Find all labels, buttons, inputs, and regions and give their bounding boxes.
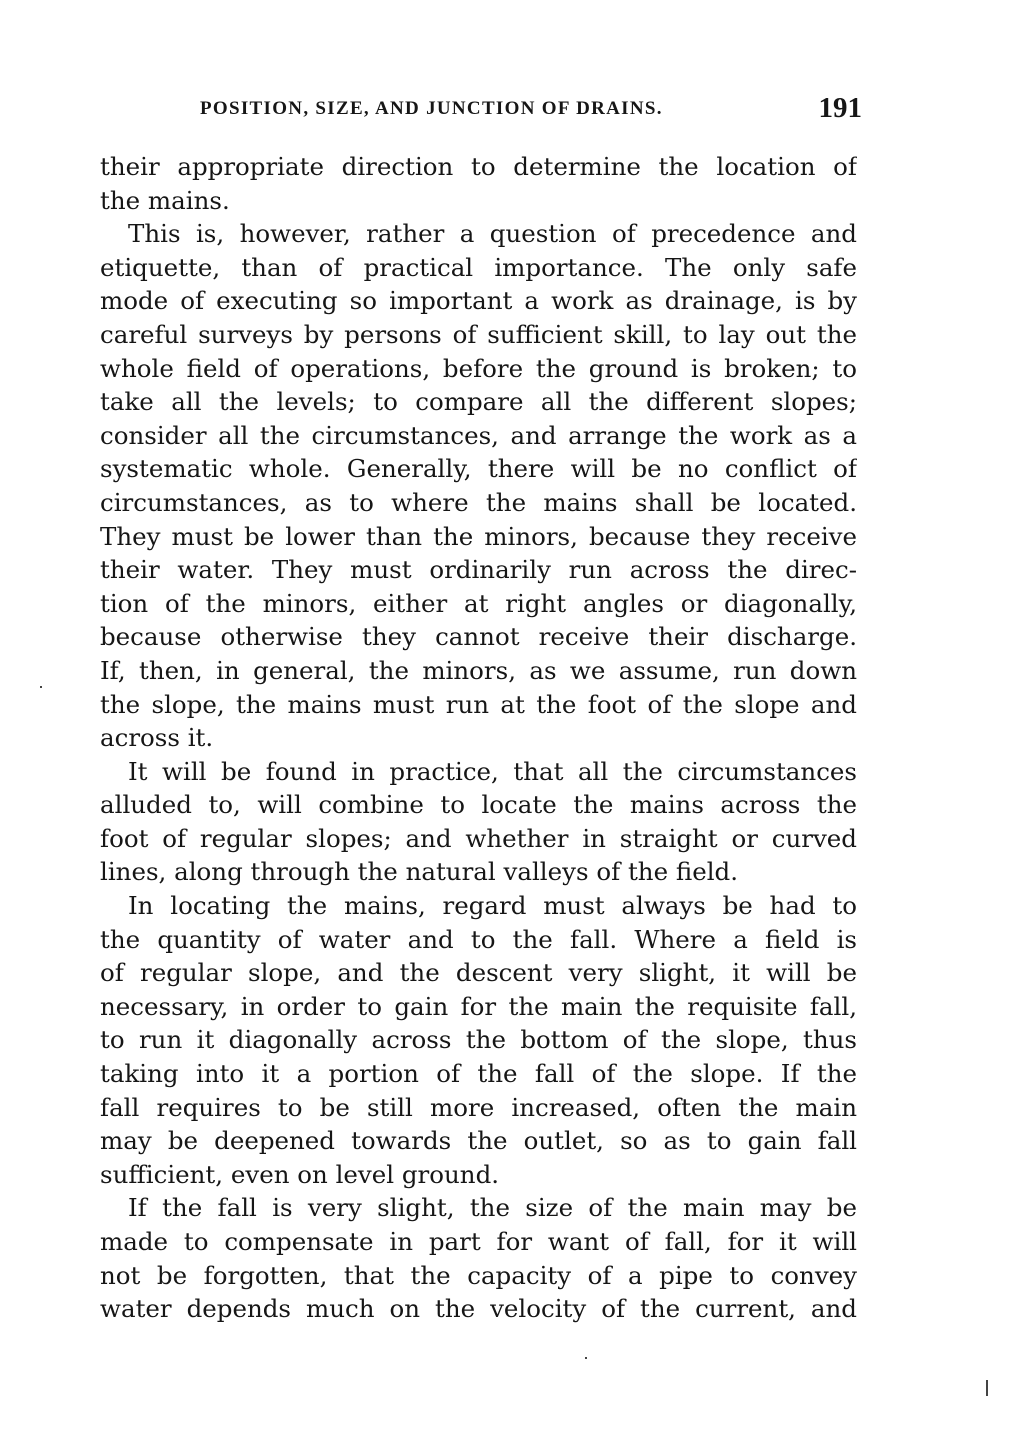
text-line: fall requires to be still more increased, often the main <box>100 1092 857 1122</box>
text-line: taking into it a portion of the fall of the slope. If the <box>100 1059 857 1089</box>
paragraph-start-line: In locating the mains, regard must always be had to <box>128 891 857 921</box>
text-line: the quantity of water and to the fall. Where a field is <box>100 924 857 954</box>
paragraph-start-line: It will be found in practice, that all the circumstances <box>128 756 857 786</box>
text-line: foot of regular slopes; and whether in straight or curved <box>100 823 857 853</box>
text-line: their appropriate direction to determine the location of <box>100 152 857 181</box>
text-line: across it. <box>100 723 214 753</box>
text-line: sufficient, even on level ground. <box>100 1159 500 1189</box>
text-line: water depends much on the velocity of the current, and <box>100 1294 857 1324</box>
text-line: necessary, in order to gain for the main the requisite fall, <box>100 991 857 1021</box>
text-line: mode of executing so important a work as drainage, is by <box>100 286 857 316</box>
running-head <box>100 92 862 128</box>
text-line: circumstances, as to where the mains shall be located. <box>100 487 857 517</box>
text-line: whole field of operations, before the ground is broken; to <box>100 353 857 383</box>
text-line: systematic whole. Generally, there will be no conflict of <box>100 454 857 484</box>
page-number: 191 <box>818 92 862 124</box>
body-text <box>100 150 857 1326</box>
paragraph-start-line: This is, however, rather a question of precedence and <box>128 219 857 249</box>
text-line: to run it diagonally across the bottom of the slope, thus <box>100 1025 857 1055</box>
paragraph-start-line: If the fall is very slight, the size of the main may be <box>128 1193 857 1223</box>
text-line: alluded to, will combine to locate the mains across the <box>100 790 857 820</box>
scan-speck <box>986 1380 988 1396</box>
text-line: lines, along through the natural valleys of the field. <box>100 857 739 887</box>
text-line: because otherwise they cannot receive their discharge. <box>100 622 857 652</box>
text-line: their water. They must ordinarily run across the direc- <box>100 555 857 585</box>
scan-speck <box>585 1357 587 1359</box>
text-line: They must be lower than the minors, because they receive <box>100 521 857 551</box>
text-line: the mains. <box>100 185 230 215</box>
text-line: the slope, the mains must run at the foot of the slope and <box>100 689 857 719</box>
text-line: made to compensate in part for want of fall, for it will <box>100 1227 857 1256</box>
text-line: tion of the minors, either at right angles or diagonally, <box>100 588 857 618</box>
text-line: may be deepened towards the outlet, so as to gain fall <box>100 1126 857 1156</box>
text-line: careful surveys by persons of sufficient skill, to lay out the <box>100 319 857 349</box>
scan-speck <box>40 686 42 688</box>
text-line: etiquette, than of practical importance. The only safe <box>100 252 857 282</box>
text-line: take all the levels; to compare all the different slopes; <box>100 387 857 417</box>
running-title: POSITION, SIZE, AND JUNCTION OF DRAINS. <box>200 98 663 119</box>
text-line: consider all the circumstances, and arrange the work as a <box>100 420 857 450</box>
text-line: not be forgotten, that the capacity of a pipe to convey <box>100 1260 857 1290</box>
text-line: If, then, in general, the minors, as we assume, run down <box>100 655 857 685</box>
text-line: of regular slope, and the descent very slight, it will be <box>100 958 857 988</box>
